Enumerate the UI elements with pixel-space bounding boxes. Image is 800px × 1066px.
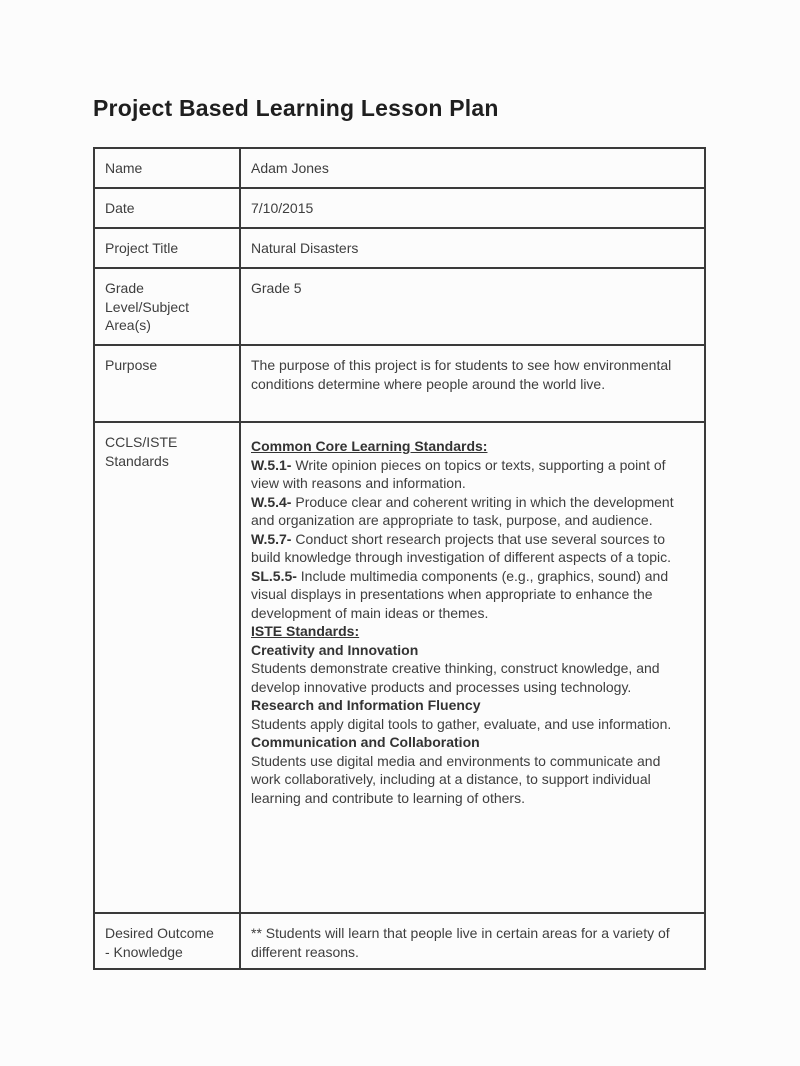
standards-subheading: Research and Information Fluency <box>251 697 481 713</box>
row-label-desired-outcome: Desired Outcome - Knowledge <box>105 925 214 960</box>
row-value-purpose: The purpose of this project is for students to see how environmental conditions determine where people around the world live. <box>239 346 704 421</box>
row-label-grade-level: Grade Level/Subject Area(s) <box>105 280 190 333</box>
row-value-grade-level: Grade 5 <box>239 269 704 344</box>
standards-subheading: Communication and Collaboration <box>251 734 480 750</box>
row-label-purpose: Purpose <box>105 357 158 373</box>
row-label-name: Name <box>105 160 143 176</box>
standards-standard: W.5.1- Write opinion pieces on topics or texts, supporting a point of view with reasons and information. <box>251 456 666 491</box>
row-value-project-title: Natural Disasters <box>239 229 704 267</box>
table-row-standards <box>95 423 704 914</box>
standards-body: Students use digital media and environments to communicate and work collaboratively, including at a distance, to support individual learning and contribute to learning of others. <box>251 752 661 806</box>
standards-subheading: Creativity and Innovation <box>251 641 419 658</box>
standards-heading: ISTE Standards: <box>251 623 360 639</box>
standards-standard: W.5.7- Conduct short research projects that use several sources to build knowledge through investigation of different aspects of a topic. <box>251 530 672 565</box>
row-label-date: Date <box>105 200 135 216</box>
standards-standard: SL.5.5- Include multimedia components (e.g., graphics, sound) and visual displays in presentations when appropriate to enhance the development of main ideas or themes. <box>251 567 669 621</box>
table-row-grade-level <box>95 269 704 346</box>
table-row-project-title <box>95 229 704 269</box>
standards-body: Students demonstrate creative thinking, construct knowledge, and develop innovative products and processes using technology. <box>251 660 660 695</box>
standards-body: Students apply digital tools to gather, evaluate, and use information. <box>251 715 672 732</box>
row-label-project-title: Project Title <box>105 240 179 256</box>
standard-code: W.5.4- <box>251 493 292 510</box>
standards-content <box>239 423 704 912</box>
row-value-name: Adam Jones <box>239 149 704 187</box>
table-row-purpose <box>95 346 704 423</box>
table-row-desired-outcome <box>95 914 704 968</box>
row-value-desired-outcome: ** Students will learn that people live in certain areas for a variety of different reasons. <box>239 914 704 968</box>
standard-code: W.5.7- <box>251 530 292 547</box>
lesson-plan-table <box>93 147 706 970</box>
standard-code: SL.5.5- <box>251 567 297 584</box>
row-value-date: 7/10/2015 <box>239 189 704 227</box>
table-row-name <box>95 149 704 189</box>
standards-standard: W.5.4- Produce clear and coherent writing in which the development and organization are appropriate to task, purpose, and audience. <box>251 493 674 528</box>
standard-code: W.5.1- <box>251 456 292 473</box>
row-label-standards: CCLS/ISTE Standards <box>105 434 178 469</box>
page-title: Project Based Learning Lesson Plan <box>93 95 499 121</box>
table-row-date <box>95 189 704 229</box>
standards-heading: Common Core Learning Standards: <box>251 438 488 454</box>
